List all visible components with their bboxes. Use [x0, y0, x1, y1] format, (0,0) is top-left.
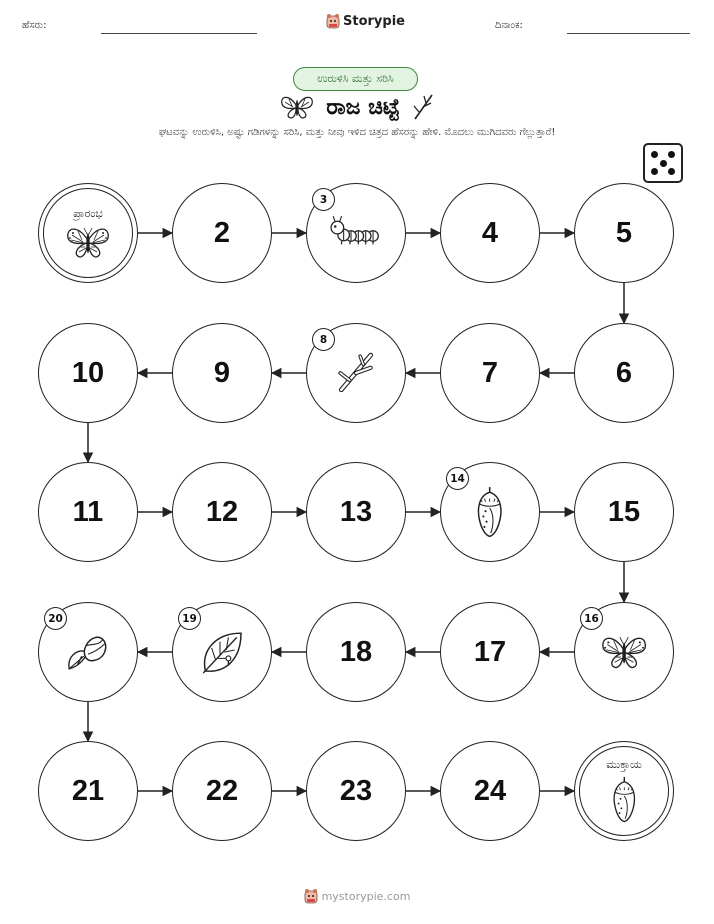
board-space	[440, 602, 540, 702]
start-label: ಪ್ರಾರಂಭ	[73, 207, 103, 220]
board-space	[440, 183, 540, 283]
game-tag: ಉರುಳಿಸಿ ಮತ್ತು ಸರಿಸಿ	[293, 67, 418, 91]
space-number: 17	[473, 635, 507, 668]
space-number: 21	[71, 774, 105, 807]
board-space	[574, 462, 674, 562]
butterfly-icon	[66, 225, 110, 259]
space-number-badge: 14	[446, 467, 469, 490]
board-space	[306, 602, 406, 702]
board-space	[172, 323, 272, 423]
butterfly-icon	[601, 634, 647, 670]
space-number: 24	[473, 774, 507, 807]
board-space	[172, 183, 272, 283]
seed-pod-icon	[65, 631, 111, 673]
space-number: 12	[205, 495, 239, 528]
board-space	[38, 741, 138, 841]
chrysalis-icon	[475, 486, 504, 539]
space-number: 18	[339, 635, 373, 668]
space-number: 2	[213, 216, 231, 249]
space-number: 6	[615, 356, 633, 389]
board-space	[306, 741, 406, 841]
board-space	[306, 183, 406, 283]
chrysalis-icon	[611, 776, 638, 824]
board-space	[440, 323, 540, 423]
instructions: ಘಟವನ್ನು ಉರುಳಿಸಿ, ಅಷ್ಟು ಗಡಿಗಳನ್ನು ಸರಿಸಿ, ಮತ್ತು ನೀವು ಇಳಿದ ಚಿತ್ರದ ಹೆಸರನ್ನು ಹೇಳಿ. ಮೊದಲು ಮುಗಿದವರು ಗೆಲ್ಲುತ್ತಾರೆ!	[158, 127, 556, 138]
board-space	[38, 323, 138, 423]
page-title: ರಾಜ ಚಿಟ್ಟೆ	[326, 94, 400, 120]
space-number: 10	[71, 356, 105, 389]
space-number: 7	[481, 356, 499, 389]
twig-icon	[335, 352, 377, 394]
board-space	[172, 462, 272, 562]
brand-name: Storypie	[343, 13, 405, 29]
date-label: ದಿನಾಂಕ:	[495, 20, 523, 31]
board-space	[574, 323, 674, 423]
start-space	[38, 183, 138, 283]
space-number: 22	[205, 774, 239, 807]
board-space	[38, 602, 138, 702]
board-space	[440, 462, 540, 562]
board-space	[306, 462, 406, 562]
space-number: 9	[213, 356, 231, 389]
space-number: 5	[615, 216, 633, 249]
board-space	[306, 323, 406, 423]
board-space	[574, 602, 674, 702]
finish-space	[574, 741, 674, 841]
footer	[0, 888, 714, 904]
board-space	[172, 741, 272, 841]
space-number-badge: 16	[580, 607, 603, 630]
finish-label: ಮುಕ್ತಾಯ	[606, 758, 642, 772]
board-space	[574, 183, 674, 283]
board-space	[172, 602, 272, 702]
space-number-badge: 8	[312, 328, 335, 351]
space-number-badge: 3	[312, 188, 335, 211]
space-number: 23	[339, 774, 373, 807]
leaf-icon	[199, 629, 245, 675]
board-space	[440, 741, 540, 841]
space-number: 4	[481, 216, 499, 249]
space-number-badge: 19	[178, 607, 201, 630]
board-space	[38, 462, 138, 562]
storypie-mascot-icon	[304, 888, 318, 904]
space-number: 15	[607, 495, 641, 528]
name-label: ಹೆಸರು:	[22, 20, 47, 31]
space-number: 13	[339, 495, 373, 528]
caterpillar-icon	[330, 215, 383, 251]
footer-site: mystorypie.com	[321, 889, 411, 903]
space-number-badge: 20	[44, 607, 67, 630]
space-number: 11	[72, 495, 104, 528]
